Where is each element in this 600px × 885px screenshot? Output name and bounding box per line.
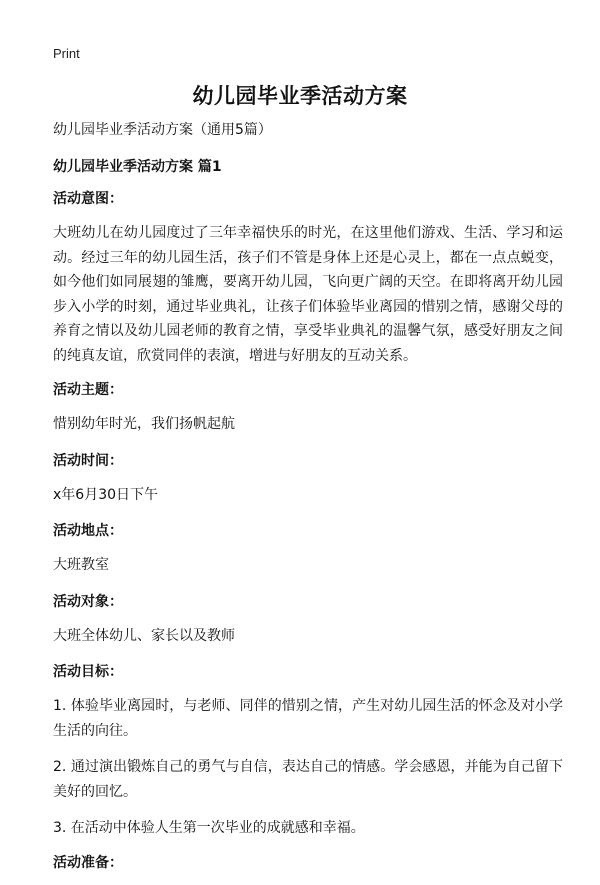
audience-heading: 活动对象： bbox=[53, 593, 123, 610]
intent-text: 大班幼儿在幼儿园度过了三年幸福快乐的时光，在这里他们游戏、生活、学习和运动。经过三年的幼儿园生活，孩子们不管是身体上还是心灵上，都在一点点蜕变，如今他们如同展翅的雏鹰，要离开幼儿园，飞向更广阔的天空。在即将离开幼儿园步入小学的时刻，通过毕业典礼，让孩子们体验毕业离园的惜别之情，感谢父母的养育之情以及幼儿园老师的教育之情，享受毕业典礼的温馨气氛，感受好朋友之间的纯真友谊，欣赏同伴的表演，增进与好朋友的互动关系。 bbox=[53, 225, 563, 364]
goal-item-2: 2. 通过演出锻炼自己的勇气与自信，表达自己的情感。学会感恩，并能为自己留下美好的回忆。 bbox=[53, 759, 563, 800]
section-title: 幼儿园毕业季活动方案 篇1 bbox=[53, 159, 222, 175]
goals-heading: 活动目标： bbox=[53, 664, 123, 680]
theme-text: 惜别幼年时光，我们扬帆起航 bbox=[53, 416, 235, 432]
location-text: 大班教室 bbox=[53, 557, 109, 573]
document-body bbox=[53, 120, 563, 885]
theme-heading: 活动主题： bbox=[53, 382, 123, 398]
goal-item-1: 1. 体验毕业离园时，与老师、同伴的惜别之情，产生对幼儿园生活的怀念及对小学生活的向往。 bbox=[53, 698, 563, 739]
preparation-heading: 活动准备： bbox=[53, 854, 123, 871]
location-heading: 活动地点： bbox=[53, 523, 123, 539]
document-subtitle: 幼儿园毕业季活动方案（通用5篇） bbox=[53, 122, 272, 138]
time-heading: 活动时间： bbox=[53, 452, 123, 469]
print-link[interactable]: Print bbox=[53, 46, 80, 61]
goal-item-3: 3. 在活动中体验人生第一次毕业的成就感和幸福。 bbox=[53, 820, 365, 836]
page-title: 幼儿园毕业季活动方案 bbox=[192, 84, 408, 108]
audience-text: 大班全体幼儿、家长以及教师 bbox=[53, 627, 235, 644]
time-text: x年6月30日下午 bbox=[53, 486, 159, 503]
intent-heading: 活动意图： bbox=[53, 191, 123, 207]
